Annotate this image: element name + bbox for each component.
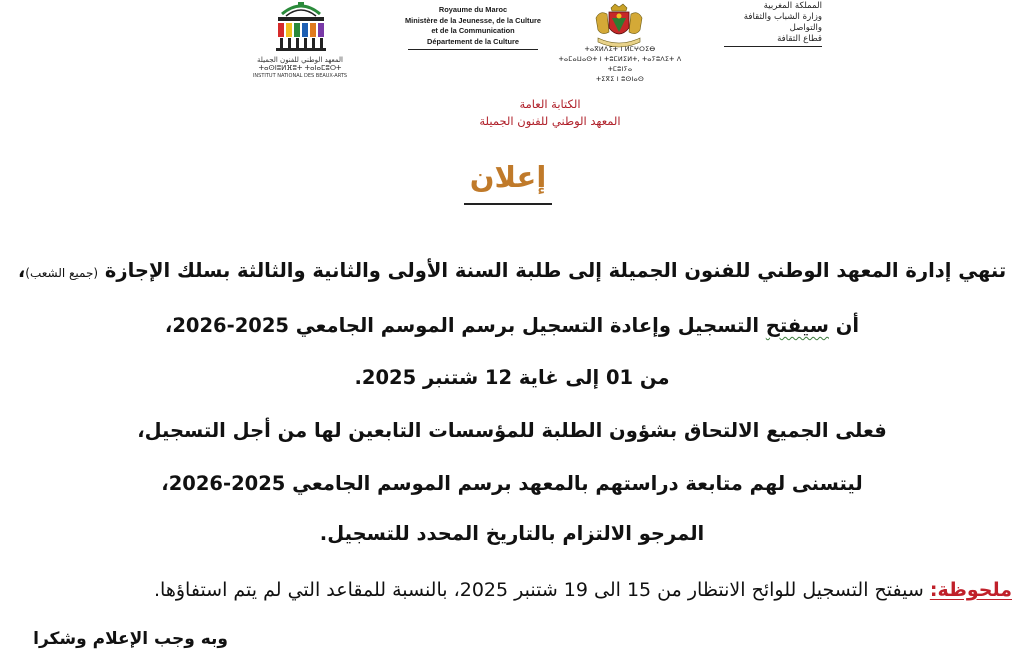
institute-caption-ar: المعهد الوطني للفنون الجميلة — [257, 56, 343, 64]
announcement-title — [446, 160, 570, 194]
ministry-fr-line3: et de la Communication — [431, 26, 515, 35]
note-label: ملحوظة: — [929, 579, 1012, 601]
institute-building-logo-icon — [268, 0, 334, 56]
body-line-1-main: تنهي إدارة المعهد الوطني للفنون الجميلة إلى طلبة السنة الأولى والثانية والثالثة بسلك الإجازة — [104, 259, 1007, 282]
ministry-fr-divider — [408, 49, 538, 50]
announcement-title-text: إعلان — [469, 160, 547, 194]
body-line-6: المرجو الالتزام بالتاريخ المحدد للتسجيل. — [319, 522, 705, 545]
ministry-ar-line4: قطاع الثقافة — [777, 34, 822, 44]
body-line-1-small: (جميع الشعب) — [25, 266, 99, 280]
ministry-ar-line3: والتواصل — [789, 23, 822, 33]
tifinagh-line1: ⵜⴰⴳⵍⴷⵉⵜ ⵏ ⵍⵎⵖⵔⵉⴱ — [584, 45, 656, 53]
ministry-fr-line1: Royaume du Maroc — [438, 5, 508, 14]
title-underline — [464, 203, 552, 205]
institute-name: المعهد الوطني للفنون الجميلة — [479, 114, 621, 128]
tifinagh-line3: ⵜⵉⴳⵉ ⵏ ⵓⵙⵏⴰⵙ — [596, 75, 644, 83]
body-line-2-after: التسجيل وإعادة التسجيل برسم الموسم الجامعي 2025-2026، — [164, 314, 766, 337]
ministry-ar-line2: وزارة الشباب والثقافة — [743, 12, 822, 22]
ministry-ar-line1: المملكة المغربية — [763, 1, 822, 11]
ministry-ar-divider — [724, 46, 822, 47]
emblem — [590, 2, 648, 50]
ministry-arabic-block — [700, 1, 822, 47]
institute-caption — [250, 56, 350, 80]
secretariat-general: الكتابة العامة — [519, 97, 581, 111]
ministry-tifinagh-block — [556, 44, 684, 84]
institute-caption-fr: INSTITUT NATIONAL DES BEAUX-ARTS — [252, 73, 348, 79]
body-line-3: من 01 إلى غاية 12 شتنبر 2025. — [354, 366, 670, 389]
body-line-4: فعلى الجميع الالتحاق بشؤون الطلبة للمؤسسات التابعين لها من أجل التسجيل، — [137, 419, 887, 442]
body-line-2 — [0, 314, 1024, 337]
body-line-5: ليتسنى لهم متابعة دراستهم بالمعهد برسم الموسم الجامعي 2025-2026، — [161, 472, 863, 495]
ministry-fr-line2: Ministère de la Jeunesse, de la Culture — [405, 15, 541, 25]
body-line-1 — [0, 259, 1024, 282]
ministry-french-block — [398, 5, 548, 50]
body-line-1-end: ، — [17, 259, 26, 282]
note-text: سيفتح التسجيل للوائح الانتظار من 15 الى 19 شتنبر 2025، بالنسبة للمقاعد التي لم يتم استفاؤها. — [154, 579, 930, 601]
note-line — [12, 579, 1012, 601]
body-line-2-before: أن — [828, 314, 860, 337]
tifinagh-line2: ⵜⴰⵎⴰⵡⴰⵙⵜ ⵏ ⵜⵓⵎⵍⵉⵍⵜ, ⵜⴰⵢⵓⴷⵉⵜ ⴷ ⵜⵎⵓⵏⵢⴰ — [558, 55, 682, 73]
closing-line: وبه وجب الإعلام وشكرا — [33, 629, 228, 649]
moroccan-royal-coat-of-arms-icon — [590, 2, 648, 50]
body-line-2-wavy: سيفتح — [765, 314, 829, 337]
institute-caption-tifinagh: ⵜⴰⵙⵏⵓⵍⴼⵓⵜ ⵜⴰⵏⴰⵎⵓⵔⵜ — [258, 64, 342, 72]
ministry-fr-line4: Département de la Culture — [427, 36, 519, 46]
